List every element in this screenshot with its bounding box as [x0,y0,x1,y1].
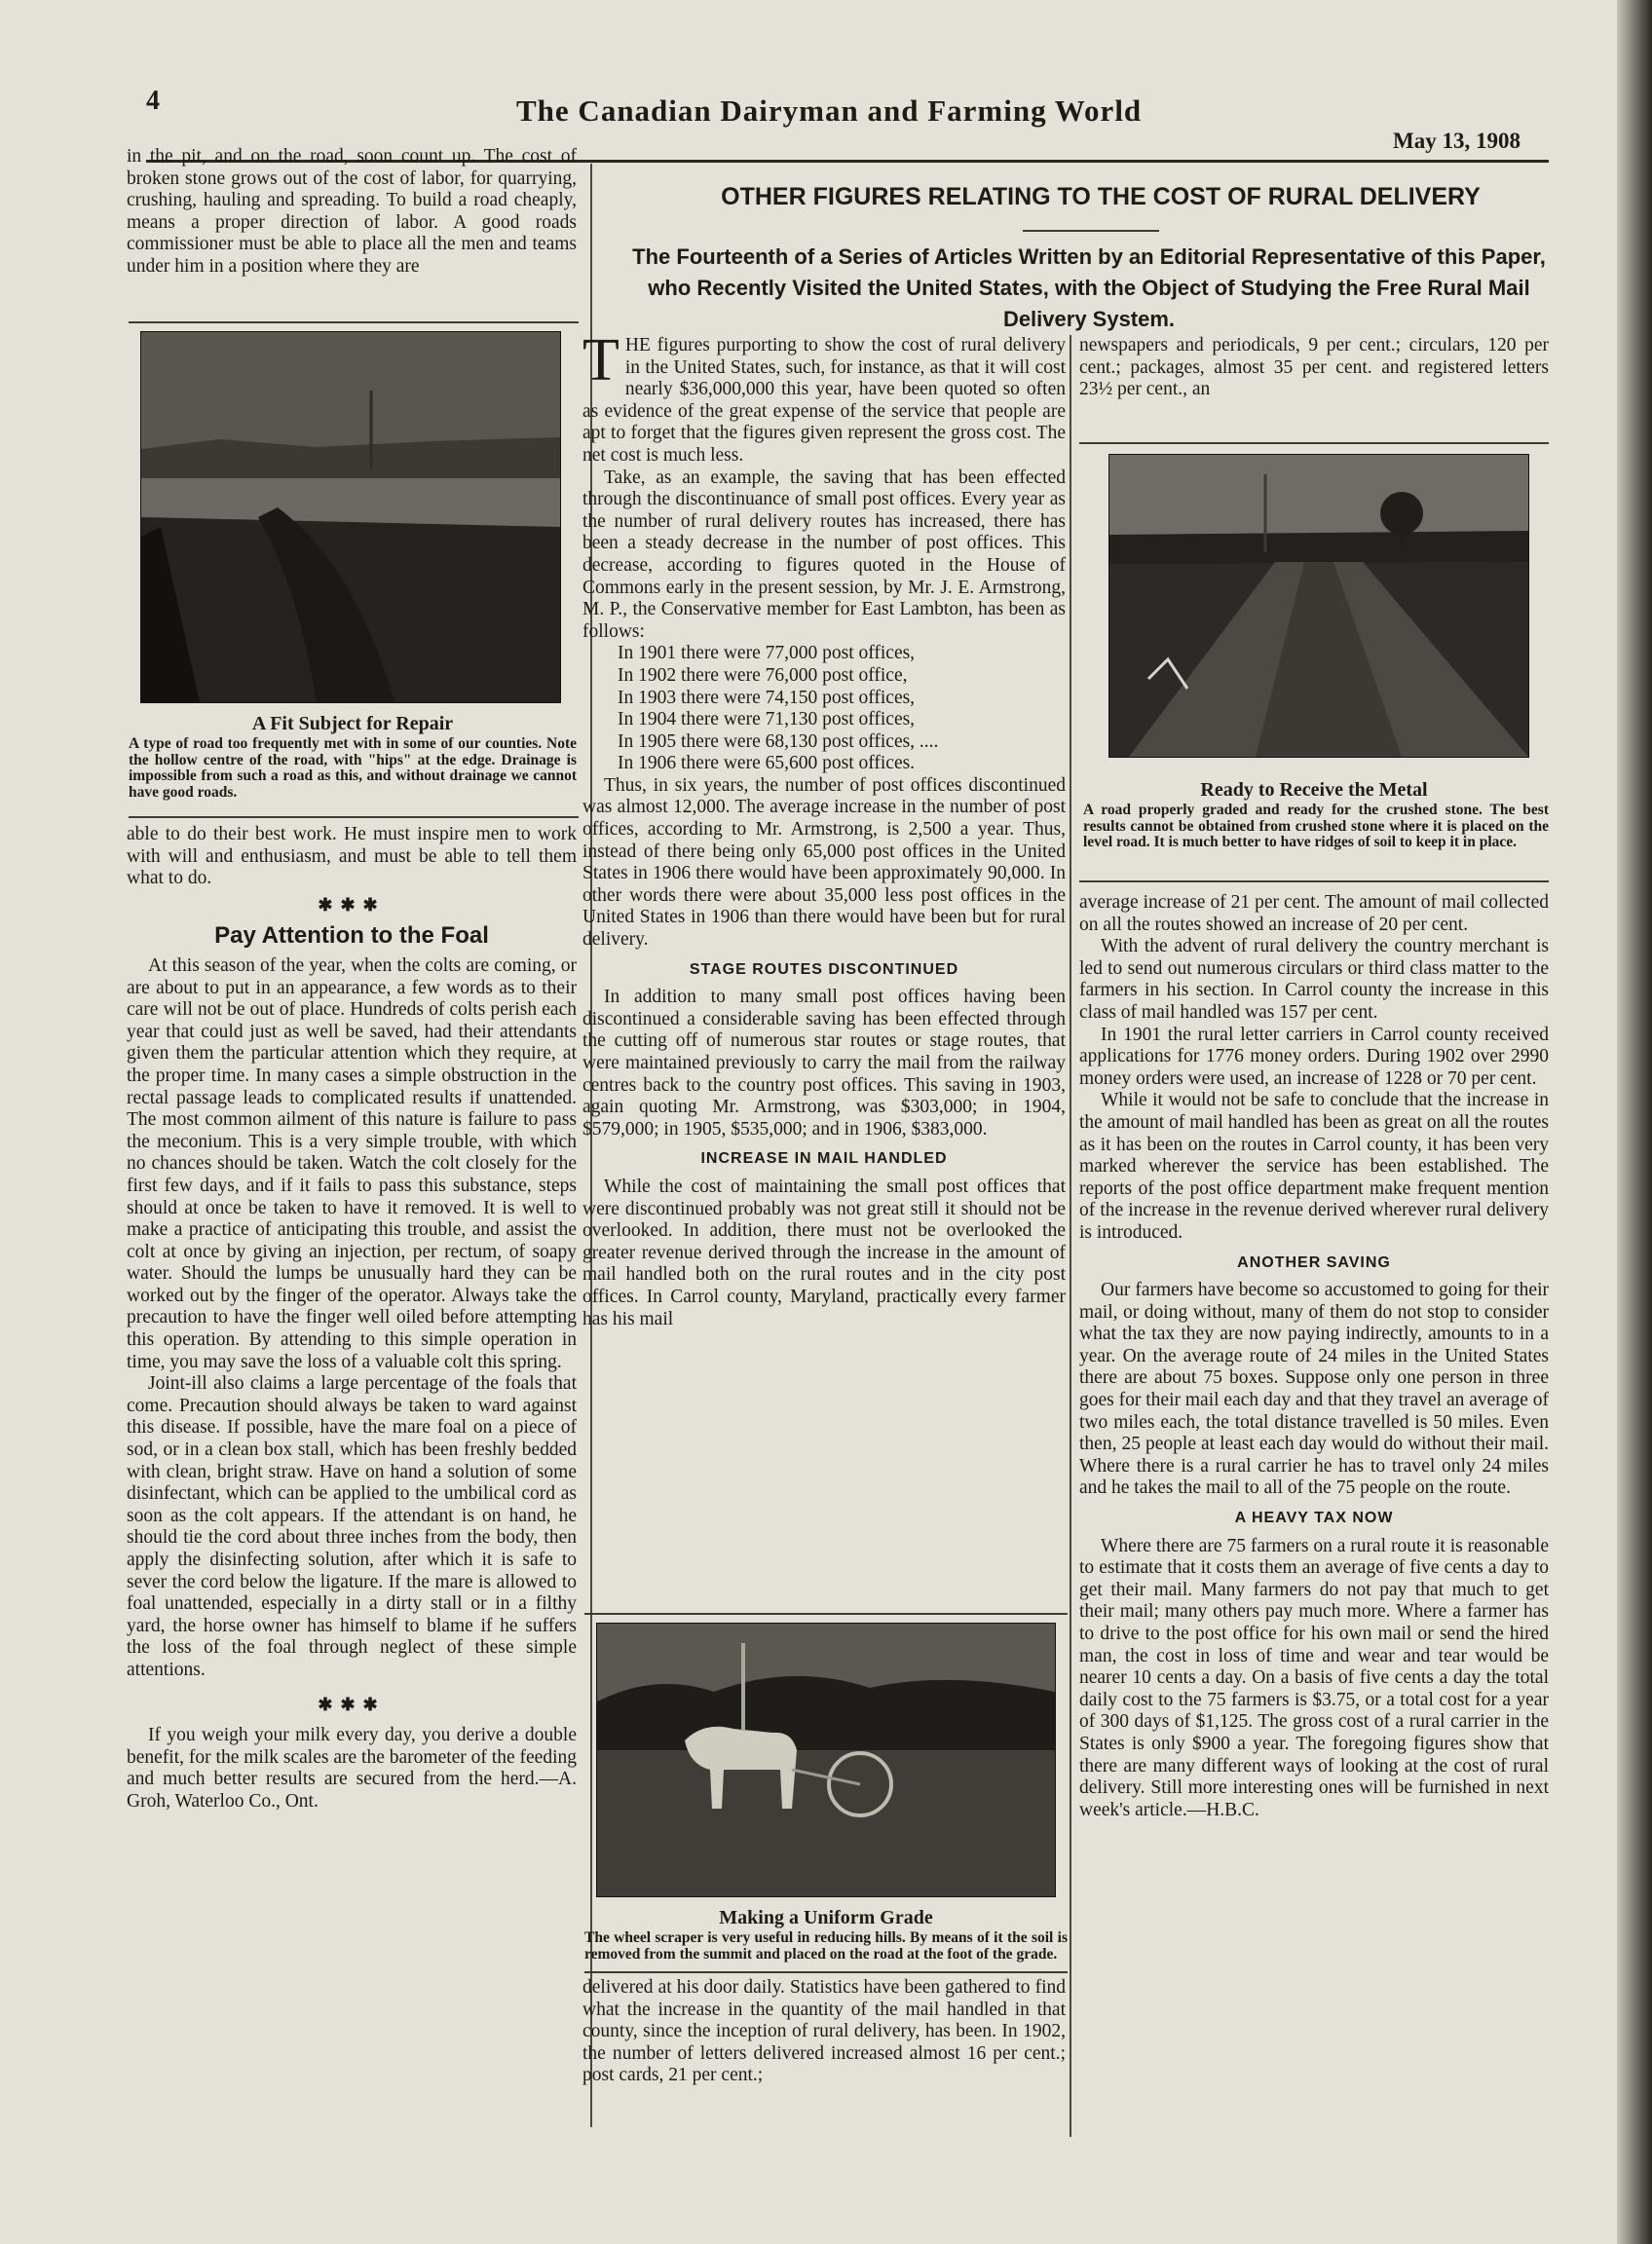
intro-text: HE figures purporting to show the cost of rural delivery in the United States, such, for instance, as that it will cost nearly $36,000,000 this year, have been quoted so often as evidence of the great expense of the service that people are apt to forget that the figures given represent the gross cost. The net cost is much less. [582,335,1066,466]
page-header [146,86,1539,154]
article-title: OTHER FIGURES RELATING TO THE COST OF RURAL DELIVERY [721,183,1481,210]
list-item: In 1905 there were 68,130 post offices, .... [618,730,939,752]
foal-para-1: At this season of the year, when the colts are coming, or are about to put in an appearance, a few words as to their care will not be out of place. Hundreds of colts perish each year that could just as well be saved, had their attendants given them the particular attention which they require, at the proper time. In many cases a simple obstruction in the rectal passage leads to complicated results if unattended. The most common ailment of this nature is failure to pass the meconium. This is a very simple trouble, with which no chances should be taken. Watch the colt closely for the first few days, and if it fails to pass this substance, steps should at once be taken to have it removed. It is well to make a practice of anticipating this trouble, and assist the colt at once by giving an injection, per rectum, of soapy water. Should the lumps be unusually hard they can be worked out by the finger of the operator. Always take the precaution to have the finger well oiled before attempting this operation. By attending to this simple operation in time, you may save the loss of a valuable colt this spring. [127,954,577,1372]
binding-edge [1617,0,1652,2244]
photo3-rule-bottom [584,1971,1068,1973]
photo3-rule-top [584,1613,1068,1615]
milk-para: If you weigh your milk every day, you derive a double benefit, for the milk scales are the barometer of the feeding and much better results are secured from the herd.—A. Groh, Waterloo Co., Ont. [127,1725,577,1812]
photo2-rule-top [1079,442,1549,444]
article-para-2: Take, as an example, the saving that has been effected through the discontinuance of small post offices. Every year as the number of rural delivery routes has increased, there has been a steady decrease in the number of post offices. This decrease, according to figures quoted in the House of Commons early in the present session, by Mr. J. E. Armstrong, M. P., the Conservative member for East Lambton, has been as follows: [582,467,1066,642]
photo3-caption: The wheel scraper is very useful in reducing hills. By means of it the soil is removed from the summit and placed on the road at the foot of the grade. [584,1929,1068,1963]
photo1-rule-bottom [129,816,579,818]
dropcap: T [582,327,620,393]
list-item: In 1904 there were 71,130 post offices, [618,709,916,730]
photo1-rule-top [129,321,579,323]
merchant-para: With the advent of rural delivery the country merchant is led to send out numerous circulars or third class matter to the farmers in his section. In Carrol county the increase in this class of mail handled was 157 per cent. [1079,936,1549,1023]
list-item: In 1901 there were 77,000 post offices, [618,643,916,664]
section-stars: ✱✱✱ [318,894,386,915]
left-column-main [127,824,577,1814]
column-rule-right [1070,335,1071,2137]
mail-stats-text: newspapers and periodicals, 9 per cent.; circulars, 120 per cent.; packages, almost 35 per cent. and registered letters 23½ per cent., an [1079,335,1549,400]
title-rule [1023,230,1159,232]
road-text-top: in the pit, and on the road, soon count up. The cost of broken stone grows out of the cost of labor, for quarrying, crushing, hauling and spreading. To build a road cheaply, means a proper direction of labor. A good roads commissioner must be able to place all the men and teams under him in a position where they are [127,146,577,277]
foal-para-2: Joint-ill also claims a large percentage of the foals that come. Precaution should always be taken to ward against this disease. If possible, have the mare foal on a piece of sod, or in a clean box stall, which has been freshly bedded with clean, bright straw. Have on hand a solution of some disinfectant, which can be applied to the umbilical cord as soon as the colt appears. If the attendant is on hand, he should tie the cord about three inches from the body, then apply the disinfecting solution, after which it is safe to sever the cord below the ligature. If the mare is allowed to foal unattended, especially in a dirty stall or in a filthy yard, the horse owner has himself to blame if he suffers the loss of the foal through neglect of these simple attentions. [127,1373,577,1680]
road-text-cont: able to do their best work. He must inspire men to work with will and enthusiasm, and must be able to tell them what to do. [127,824,577,889]
photo1-caption: A type of road too frequently met with in some of our counties. Note the hollow centre of the road, with "hips" at the edge. Drainage is impossible from such a road as this, and without drainage we cannot have good roads. [129,735,577,801]
subhead-heavy-tax: A HEAVY TAX NOW [1234,1510,1394,1527]
subhead-mail-handled: INCREASE IN MAIL HANDLED [700,1150,948,1168]
mail-increase-text: average increase of 21 per cent. The amount of mail collected on all the routes showed an increase of 20 per cent. [1079,892,1549,935]
saving-para: Our farmers have become so accustomed to going for their mail, or doing without, many of them do not stop to consider what the tax they are now paying indirectly, amounts to in a year. On the average route of 24 miles in the United States there are about 75 boxes. Suppose only one person in three goes for their mail each day and that they travel an average of two miles each, the total distance travelled is 50 miles. Even then, 25 people at least each day would do without their mail. Where there is a rural carrier he has to travel only 24 miles and he takes the mail to all of the 75 people on the route. [1079,1280,1549,1499]
center-column-bottom [582,1977,1066,2087]
issue-date: May 13, 1908 [1393,129,1521,153]
article-para-5-cont: delivered at his door daily. Statistics have been gathered to find what the increase in the quantity of the mail handled in that county, since the inception of rural delivery, has been. In 1902, the number of letters delivered increased almost 16 per cent.; post cards, 21 per cent.; [582,1977,1066,2086]
photo3-title: Making a Uniform Grade [719,1907,933,1928]
list-item: In 1903 there were 74,150 post offices, [618,687,916,708]
section-stars-2: ✱✱✱ [318,1694,386,1714]
article-para-3: Thus, in six years, the number of post offices discontinued was almost 12,000. The average increase in the number of post offices, according to Mr. Armstrong, is 2,500 a year. Thus, instead of there being only 65,000 post offices in the United States in 1906 there would have been approximately 90,000. In other words there were about 35,000 less post offices in the United States in 1906 than there would have been but for rural delivery. [582,774,1066,951]
photo-ready-metal [1108,454,1529,758]
article-intro [582,327,1066,468]
article-para-5: While the cost of maintaining the small post offices that were discontinued probably was not great still it should not be overlooked. In addition, there must not be overlooked the greater revenue derived through the increase in the amount of mail handled both on the rural routes and in the city post offices. In Carrol county, Maryland, practically every farmer has his mail [582,1176,1066,1329]
money-orders-para: In 1901 the rural letter carriers in Carrol county received applications for 1776 money orders. During 1902 over 2990 money orders were used, an increase of 1228 or 70 per cent. [1079,1024,1549,1089]
masthead: The Canadian Dairyman and Farming World [516,94,1143,128]
center-column [582,327,1066,1330]
list-item: In 1906 there were 65,600 post offices. [618,753,916,774]
article-deck: The Fourteenth of a Series of Articles Written by an Editorial Representative of this Paper, who Recently Visited the United States, with the Object of Studying the Free Rural Mail Delivery System. [632,244,1546,331]
foal-heading: Pay Attention to the Foal [214,922,489,950]
heavy-tax-para: Where there are 75 farmers on a rural route it is reasonable to estimate that it costs them an average of five cents a day to get their mail. Many farmers do not pay that much to get their mail; many others pay much more. Where a farmer has to drive to the post office for his own mail or send the hired man, the cost in loss of time and wear and tear would be nearer 10 cents a day. On a basis of five cents a day the total daily cost to the 75 farmers is $3.75, or a total cost for a year of 300 days of $1,125. The gross cost of a rural carrier in the States is only $900 a year. The foregoing figures show that there are many different ways of looking at the cost of rural delivery. Still more interesting ones will be furnished in next week's article.—H.B.C. [1079,1535,1549,1820]
photo2-caption: A road properly graded and ready for the crushed stone. The best results cannot be obtained from crushed stone where it is placed on the level road. It is much better to have ridges of soil to keep it in place. [1083,802,1549,850]
left-column-top [127,146,577,279]
right-column-top [1079,335,1549,401]
photo2-title: Ready to Receive the Metal [1200,779,1428,801]
revenue-para: While it would not be safe to conclude that the increase in the amount of mail handled has been as great on all the routes as it has been on the routes in Carrol county, it has been very marked wherever the service has been established. The reports of the post office department make frequent mention of the increase in the revenue derived wherever rural delivery is introduced. [1079,1090,1549,1243]
photo1-title: A Fit Subject for Repair [251,713,454,734]
article-para-4: In addition to many small post offices having been discontinued a considerable saving has been effected through the cutting off of numerous star routes or stage routes, that were maintained previously to carry the mail from the railway centres back to the country post offices. This saving in 1903, again quoting Mr. Armstrong, was $303,000; in 1904, $579,000; in 1905, $535,000; and in 1906, $383,000. [582,987,1066,1140]
subhead-stage-routes: STAGE ROUTES DISCONTINUED [689,960,959,978]
page-number: 4 [146,86,160,116]
photo-uniform-grade [596,1623,1056,1897]
photo-road-repair [140,331,561,703]
list-item: In 1902 there were 76,000 post office, [618,664,908,686]
right-column-main [1079,892,1549,1821]
post-office-list [618,643,1066,775]
photo2-rule-bottom [1079,880,1549,882]
subhead-another-saving: ANOTHER SAVING [1237,1253,1391,1271]
